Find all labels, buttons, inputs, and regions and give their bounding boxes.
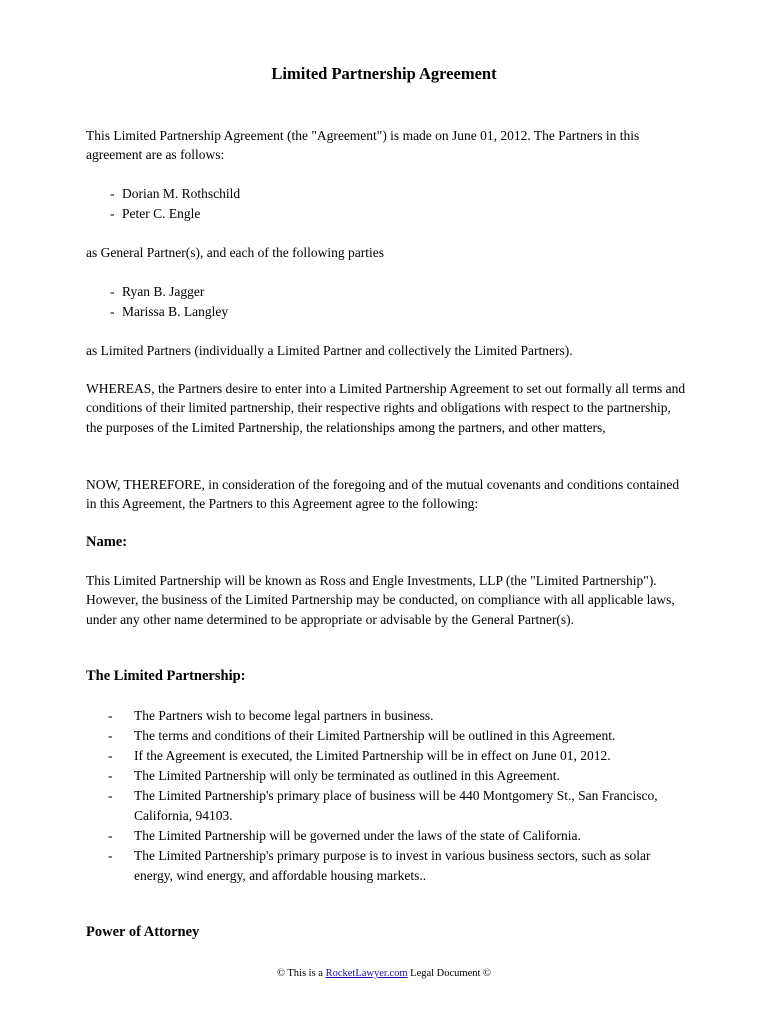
list-item: - The Limited Partnership will only be terminated as outlined in this Agreement. [108,768,560,783]
list-item: - The Limited Partnership's primary purpose is to invest in various business sectors, such as solar energy, wind energy, and affordable housing markets.. [108,848,651,883]
limited-partners-caption: as Limited Partners (individually a Limited Partner and collectively the Limited Partners). [86,343,573,358]
limited-partnership-terms-list [108,706,688,886]
general-partners-caption: as General Partner(s), and each of the following parties [86,245,385,260]
general-partners-list [110,184,670,224]
list-item: - The terms and conditions of their Limited Partnership will be outlined in this Agreement. [108,728,616,743]
section-heading-name: Name: [86,534,128,550]
footer-prefix: © This is a [276,968,326,979]
therefore-paragraph: NOW, THEREFORE, in consideration of the foregoing and of the mutual covenants and conditions contained in this Agreement, the Partners to this Agreement agree to the following: [86,477,680,512]
list-item: - The Limited Partnership's primary place of business will be 440 Montgomery St., San Francisco, California, 94103. [108,788,658,823]
list-item: - Peter C. Engle [110,206,201,221]
intro-paragraph: This Limited Partnership Agreement (the "Agreement") is made on June 01, 2012. The Partners in this agreement are as follows: [86,128,640,163]
limited-partners-list [110,282,670,322]
document-title: Limited Partnership Agreement [271,64,497,83]
list-item: - The Limited Partnership will be governed under the laws of the state of California. [108,828,581,843]
section-heading-limited-partnership: The Limited Partnership: [86,668,246,684]
list-item: - If the Agreement is executed, the Limited Partnership will be in effect on June 01, 2012. [108,748,611,763]
page-footer [0,968,768,979]
list-item: - The Partners wish to become legal partners in business. [108,708,434,723]
list-item: - Ryan B. Jagger [110,284,205,299]
section-heading-power-of-attorney: Power of Attorney [86,924,200,940]
whereas-paragraph: WHEREAS, the Partners desire to enter into a Limited Partnership Agreement to set out formally all terms and conditions of their limited partnership, their respective rights and obligations with respect to the partnership, the purposes of the Limited Partnership, the relationships among the partners, and other matters, [86,381,686,435]
name-paragraph: This Limited Partnership will be known as Ross and Engle Investments, LLP (the "Limited Partnership"). However, the business of the Limited Partnership may be conducted, on compliance with all applicable laws, under any other name determined to be appropriate or advisable by the General Partner(s). [86,573,675,627]
list-item: - Marissa B. Langley [110,304,229,319]
rocketlawyer-link[interactable]: RocketLawyer.com [325,968,408,979]
list-item: - Dorian M. Rothschild [110,186,241,201]
footer-suffix: Legal Document © [407,968,492,979]
